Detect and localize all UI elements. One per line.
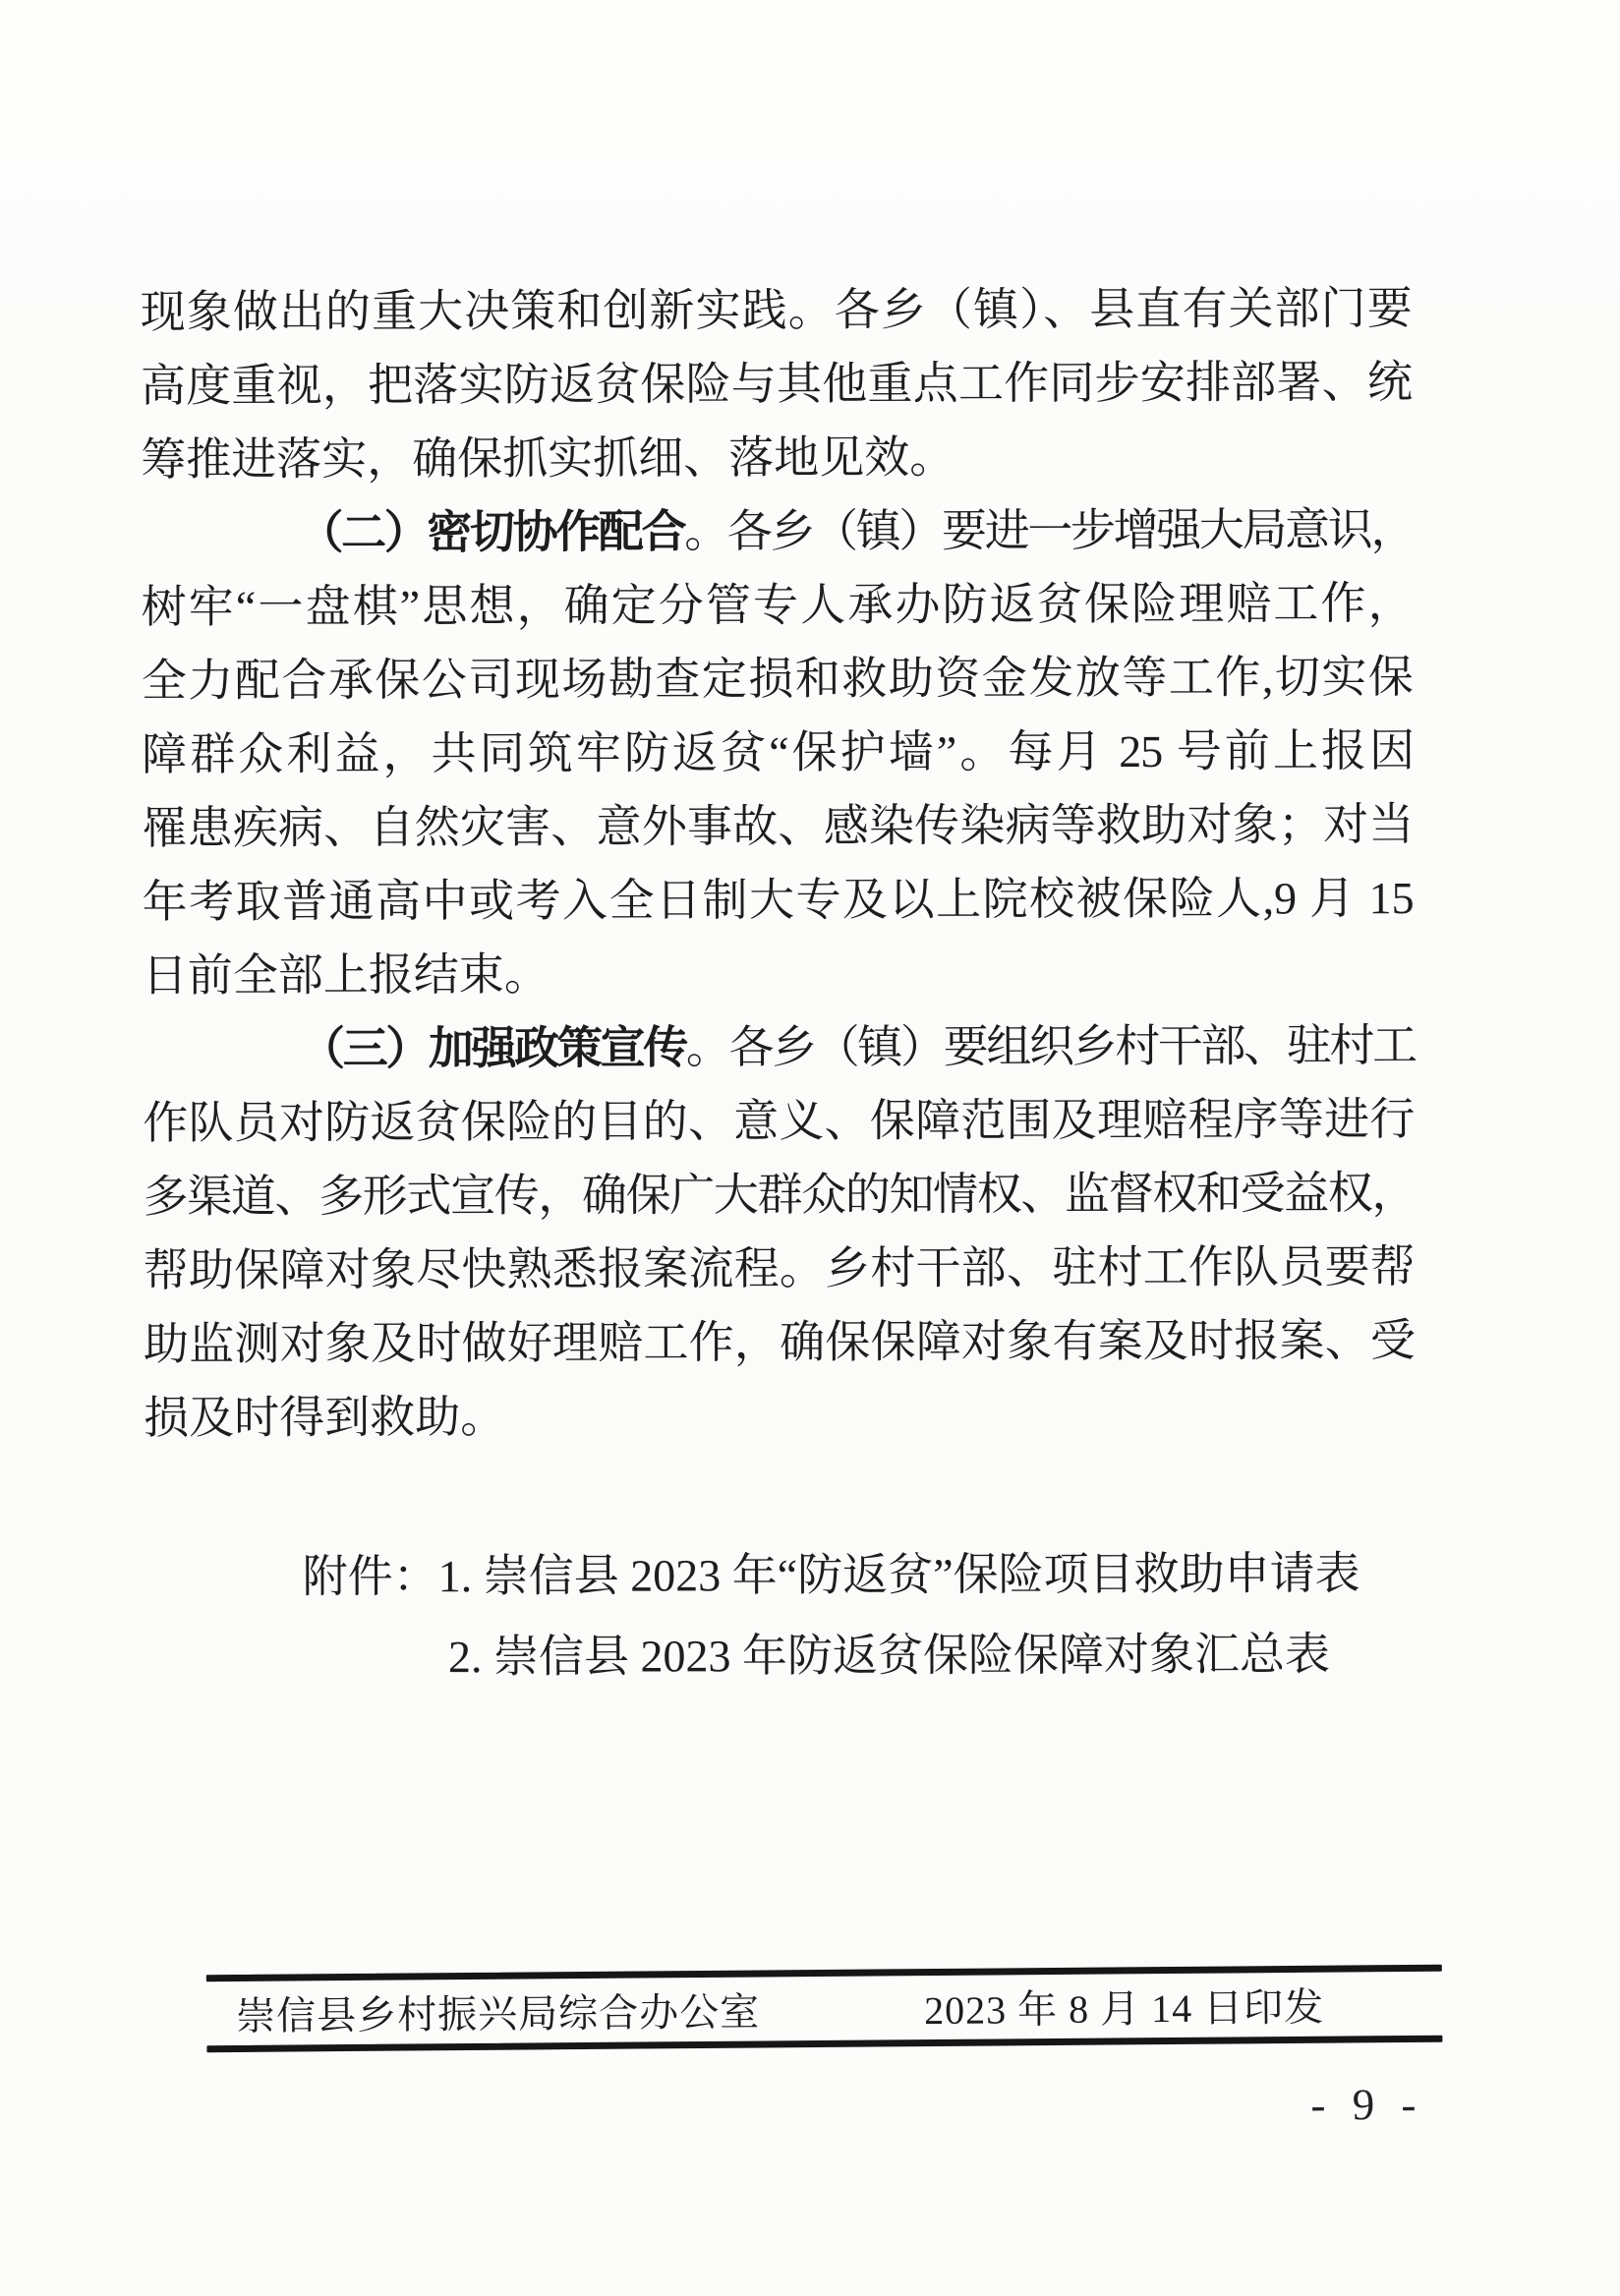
body-line (142, 861, 1414, 939)
body-line (144, 1303, 1416, 1381)
body-line-text: 罹患疾病、自然灾害、意外事故、感染传染病等救助对象；对当 (142, 799, 1415, 854)
body-line-text: 全力配合承保公司现场勘查定损和救助资金发放等工作,切实保 (141, 652, 1414, 707)
body-line-text: 日前全部上报结束。 (142, 948, 550, 1002)
paragraph-heading: （二）密切协作配合 (298, 506, 685, 558)
footer-print-date: 2023 年 8 月 14 日印发 (923, 1984, 1325, 2034)
body-line-text: 年考取普通高中或考入全日制大专及以上院校被保险人,9 月 15 (142, 873, 1415, 928)
body-line-text: 高度重视，把落实防返贫保险与其他重点工作同步安排部署、统 (140, 357, 1414, 412)
body-line (141, 271, 1413, 349)
body-line (142, 787, 1414, 865)
body-line-text: 树牢“一盘棋”思想，确定分管专人承办防返贫保险理赔工作， (141, 578, 1414, 633)
body-line-text: 现象做出的重大决策和创新实践。各乡（镇）、县直有关部门要 (140, 283, 1413, 338)
attachments-block (303, 1533, 1415, 1698)
body-line (142, 640, 1414, 718)
footer (206, 1965, 1443, 2053)
body-line (141, 419, 1413, 496)
body-line-text: 多渠道、多形式宣传，确保广大群众的知情权、监督权和受益权， (143, 1168, 1416, 1223)
body-line (144, 1230, 1416, 1307)
body-line-text: 障群众利益，共同筑牢防返贫“保护墙”。每月 25 号前上报因 (142, 725, 1415, 780)
body-line (142, 714, 1414, 791)
body-line-text: 。各乡（镇）要进一步增强大局意识， (684, 504, 1414, 557)
attachment-item (303, 1533, 1414, 1618)
attachments-label: 附件： (302, 1551, 438, 1602)
body-line-text: 筹推进落实，确保抓实抓细、落地见效。 (141, 431, 955, 486)
body-line (143, 1156, 1415, 1234)
body-line-paragraph-start (143, 1008, 1415, 1086)
body-line-text: 损及时得到救助。 (144, 1391, 506, 1444)
attachment-item (303, 1614, 1414, 1698)
body-line (143, 935, 1415, 1012)
body-line-paragraph-start (141, 492, 1413, 570)
body-line (144, 1377, 1416, 1455)
body-line-text: 作队员对防返贫保险的目的、意义、保障范围及理赔程序等进行 (143, 1094, 1416, 1149)
paragraph-heading: （三）加强政策宣传 (299, 1022, 686, 1074)
footer-row (206, 1972, 1443, 2046)
attachment-2-title: 2. 崇信县 2023 年防返贫保险保障对象汇总表 (447, 1629, 1331, 1683)
body-line-text: 。各乡（镇）要组织乡村干部、驻村工 (685, 1020, 1416, 1073)
body-line (143, 1082, 1415, 1160)
page-number: - 9 - (1310, 2080, 1418, 2130)
body-line-text: 助监测对象及时做好理赔工作，确保保障对象有案及时报案、受 (143, 1315, 1417, 1370)
body-text-block (141, 271, 1417, 1455)
attachment-1-title: 1. 崇信县 2023 年“防返贫”保险项目救助申请表 (437, 1548, 1360, 1602)
body-line (142, 566, 1414, 644)
body-line (141, 345, 1413, 423)
body-line-text: 帮助保障对象尽快熟悉报案流程。乡村干部、驻村工作队员要帮 (143, 1241, 1416, 1296)
footer-issuer: 崇信县乡村振兴局综合办公室 (235, 1989, 761, 2038)
